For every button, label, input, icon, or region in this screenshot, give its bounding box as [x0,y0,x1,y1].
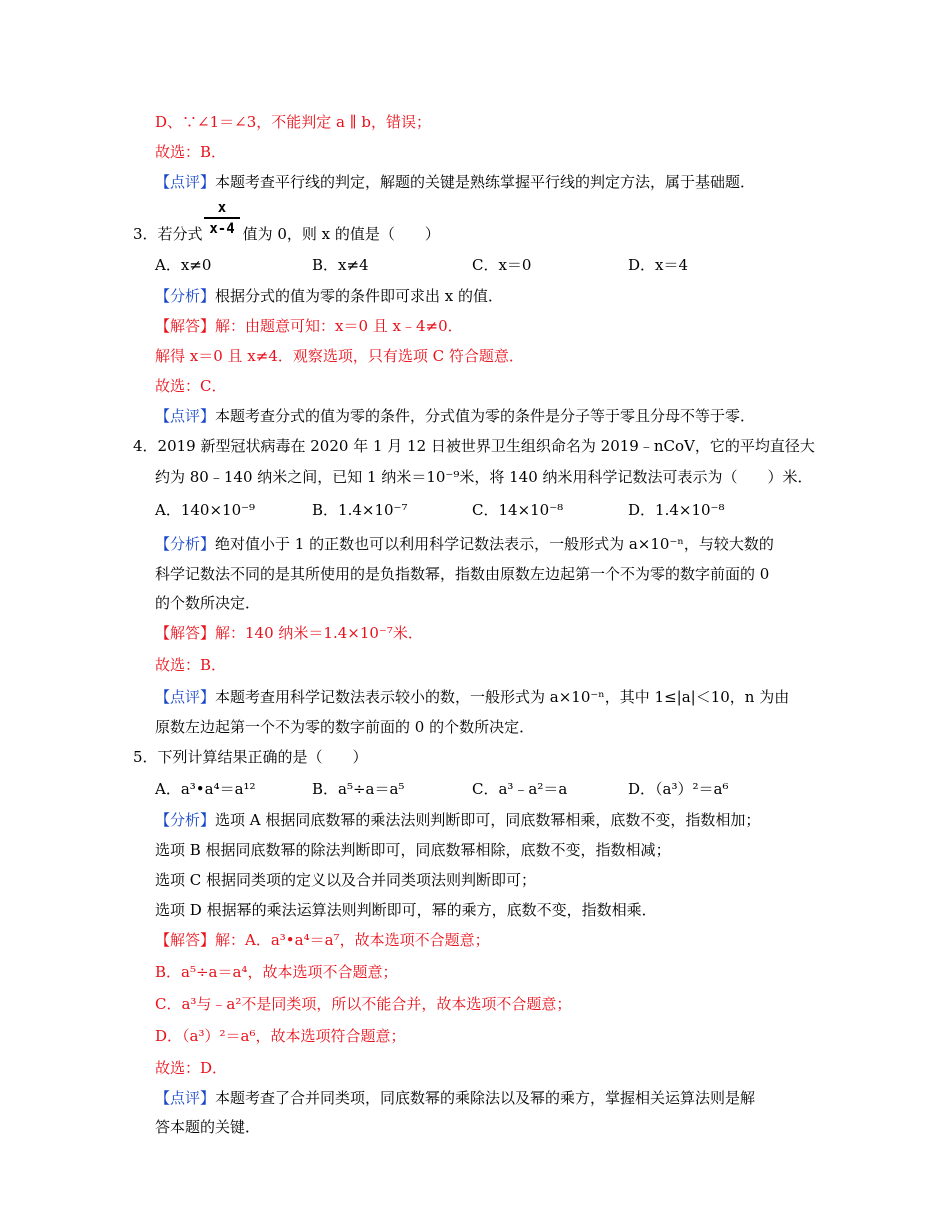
comment-text: 本题考查分式的值为零的条件，分式值为零的条件是分子等于零且分母不等于零． [215,407,756,425]
answer-tag: 【解答】 [155,624,216,642]
q3-option-b: B．x≠4 [312,256,369,274]
q5-analysis [155,810,760,830]
q5-option-b: B．a⁵÷a＝a⁵ [312,780,405,798]
q5-answer [155,930,490,950]
comment-tag: 【点评】 [155,173,216,191]
q4-analysis-line-2: 科学记数法不同的是其所使用的是负指数幂，指数由原数左边起第一个不为零的数字前面的 0 [155,565,770,583]
q3-stem [133,224,440,244]
q5-analysis-line-3: 选项 C 根据同类项的定义以及合并同类项法则判断即可； [155,871,537,889]
q4-choice: 故选：B． [155,656,227,674]
q5-option-c: C．a³﹣a²＝a [472,780,568,798]
comment-text: 本题考查了合并同类项，同底数幂的乘除法以及幂的乘方，掌握相关运算法则是解 [215,1089,756,1107]
q3-answer [155,316,463,336]
q4-stem-line-2: 约为 80﹣140 纳米之间，已知 1 纳米＝10⁻⁹米，将 140 纳米用科学记数法可表示为（ ）米． [155,468,813,486]
fraction-denominator: x-4 [209,221,235,237]
q3-analysis [155,286,503,306]
question-number: 5． [133,748,158,766]
q5-comment-line-2: 答本题的关键． [155,1118,261,1136]
q4-analysis [155,534,774,554]
q5-analysis-line-4: 选项 D 根据幂的乘法运算法则判断即可，幂的乘方，底数不变，指数相乘． [155,901,657,919]
q4-comment-line-2: 原数左边起第一个不为零的数字前面的 0 的个数所决定． [155,718,535,736]
analysis-text: 选项 A 根据同底数幂的乘法法则判断即可，同底数幂相乘，底数不变，指数相加； [215,811,761,829]
analysis-text: 根据分式的值为零的条件即可求出 x 的值． [215,287,504,305]
question-number: 3． [133,225,158,243]
q5-answer-d: D．（a³）²＝a⁶，故本选项符合题意； [155,1027,406,1045]
fraction-bar [204,217,240,219]
q2-comment [155,172,755,192]
analysis-text: 绝对值小于 1 的正数也可以利用科学记数法表示，一般形式为 a×10⁻ⁿ，与较大数的 [215,535,774,553]
q4-option-b: B．1.4×10⁻⁷ [312,501,408,519]
comment-tag: 【点评】 [155,1089,216,1107]
question-number: 4． [133,437,158,455]
q2-choice: 故选：B． [155,143,227,161]
q4-answer [155,623,423,643]
q5-stem-text: 下列计算结果正确的是（ ） [157,748,368,766]
q4-stem-text: 2019 新型冠状病毒在 2020 年 1 月 12 日被世界卫生组织命名为 2019﹣nCoV，它的平均直径大 [157,437,815,455]
q5-stem [133,747,368,767]
q4-stem-line-1 [133,436,815,456]
answer-text: 解：由题意可知：x＝0 且 x﹣4≠0． [215,317,463,335]
answer-tag: 【解答】 [155,931,216,949]
comment-tag: 【点评】 [155,407,216,425]
q5-choice: 故选：D． [155,1059,228,1077]
q5-analysis-line-2: 选项 B 根据同底数幂的除法判断即可，同底数幂相除，底数不变，指数相减； [155,841,671,859]
q3-stem-suffix: 值为 0，则 x 的值是（ ） [242,225,440,243]
analysis-tag: 【分析】 [155,535,216,553]
q4-option-c: C．14×10⁻⁸ [472,501,564,519]
q3-fraction [204,199,240,238]
q3-option-d: D．x＝4 [628,256,689,274]
fraction-numerator: x [217,200,227,216]
q4-option-d: D．1.4×10⁻⁸ [628,501,725,519]
q3-option-c: C．x＝0 [472,256,532,274]
comment-text: 本题考查平行线的判定，解题的关键是熟练掌握平行线的判定方法，属于基础题． [215,173,756,191]
q3-option-a: A．x≠0 [155,256,212,274]
comment-text: 本题考查用科学记数法表示较小的数，一般形式为 a×10⁻ⁿ，其中 1≤|a|＜10，n 为由 [215,688,790,706]
comment-tag: 【点评】 [155,688,216,706]
q3-comment [155,406,755,426]
q5-comment [155,1088,755,1108]
q4-comment [155,687,789,707]
q4-option-a: A．140×10⁻⁹ [155,501,256,519]
q4-analysis-line-3: 的个数所决定． [155,594,261,612]
q2-option-d-judgement: D、∵∠1＝∠3，不能判定 a ∥ b，错误； [155,113,432,131]
q3-answer-line-2: 解得 x＝0 且 x≠4．观察选项，只有选项 C 符合题意． [155,347,524,365]
q3-choice: 故选：C． [155,377,227,395]
q3-stem-prefix: 若分式 [157,225,203,243]
q5-answer-b: B．a⁵÷a＝a⁴，故本选项不合题意； [155,963,398,981]
analysis-tag: 【分析】 [155,811,216,829]
q5-option-d: D．（a³）²＝a⁶ [628,780,729,798]
answer-tag: 【解答】 [155,317,216,335]
q5-option-a: A．a³•a⁴＝a¹² [155,780,256,798]
answer-text: 解：140 纳米＝1.4×10⁻⁷米． [215,624,423,642]
analysis-tag: 【分析】 [155,287,216,305]
q5-answer-c: C．a³与﹣a²不是同类项，所以不能合并，故本选项不合题意； [155,995,572,1013]
answer-text: 解：A．a³•a⁴＝a⁷，故本选项不合题意； [215,931,490,949]
